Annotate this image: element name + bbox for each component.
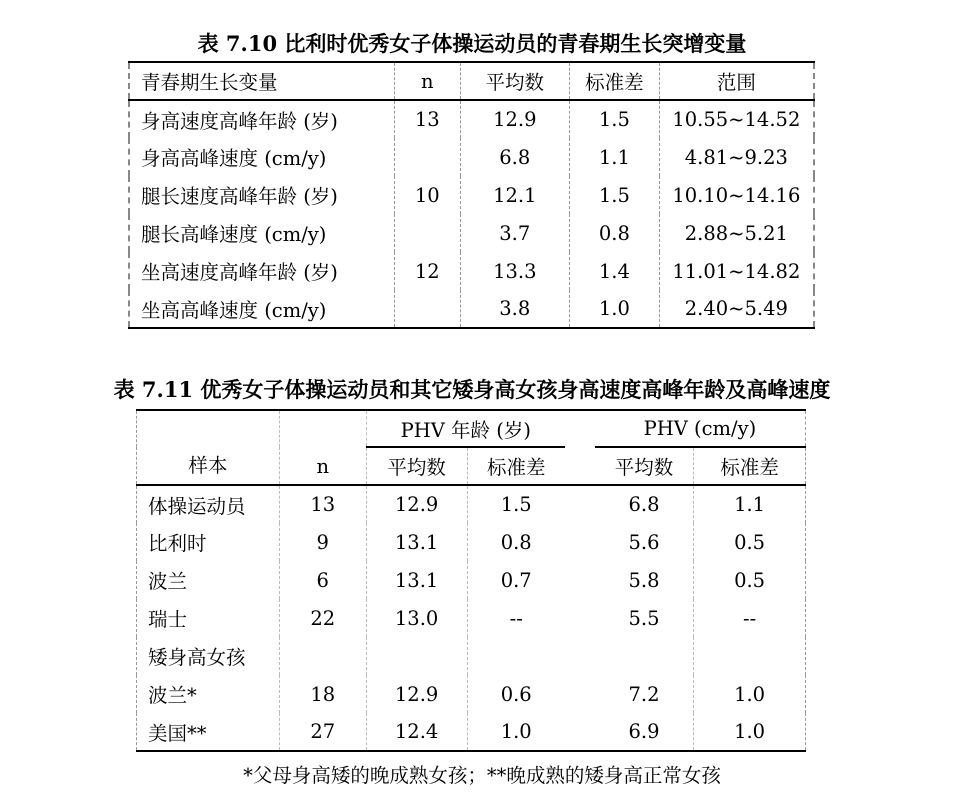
table-row (137, 561, 806, 599)
cell-sample: 体操运动员 (137, 485, 280, 523)
cell-spacer (565, 523, 595, 561)
table-7-11 (136, 409, 806, 752)
cell-age-mean: 12.9 (366, 485, 467, 523)
cell-sample: 瑞士 (137, 599, 280, 637)
cell-n (394, 290, 460, 328)
cell-sample: 波兰* (137, 675, 280, 713)
cell-velocity-sd (694, 637, 806, 675)
header-sample: 样本 (137, 410, 280, 485)
cell-sd: 1.1 (570, 138, 660, 176)
header-phv-age-group: PHV 年龄 (岁) (366, 410, 565, 447)
cell-n: 18 (279, 675, 366, 713)
cell-n (394, 214, 460, 252)
cell-range: 10.55~14.52 (659, 100, 814, 138)
table-7-10 (128, 61, 815, 329)
cell-velocity-sd: 0.5 (694, 523, 806, 561)
cell-velocity-mean: 7.2 (628, 682, 660, 706)
header-spacer (565, 447, 595, 485)
cell-sample: 比利时 (137, 523, 280, 561)
cell-variable: 腿长高峰速度 (cm/y) (129, 214, 394, 252)
cell-age-mean: 13.0 (366, 599, 467, 637)
cell-mean: 12.9 (460, 100, 570, 138)
cell-spacer (565, 485, 595, 523)
cell-spacer (565, 637, 595, 675)
cell-velocity-mean: 5.5 (628, 606, 660, 630)
cell-age-mean: 13.1 (366, 561, 467, 599)
cell-variable: 坐高速度高峰年龄 (岁) (129, 252, 394, 290)
cell-velocity-mean: 5.6 (628, 530, 660, 554)
cell-n: 13 (394, 100, 460, 138)
cell-mean: 13.3 (460, 252, 570, 290)
header-phv-velocity-group: PHV (cm/y) (595, 410, 806, 447)
header-velocity-sd: 标准差 (694, 447, 806, 485)
table-row (129, 176, 814, 214)
table-row (129, 290, 814, 328)
cell-spacer (565, 675, 595, 713)
header-velocity-mean: 平均数 (595, 447, 694, 485)
table-row (137, 523, 806, 561)
header-age-sd: 标准差 (467, 447, 565, 485)
cell-velocity-sd: 0.5 (694, 561, 806, 599)
cell-spacer (565, 713, 595, 751)
table-7-10-title: 表 7.10 比利时优秀女子体操运动员的青春期生长突增变量 (197, 31, 747, 56)
table-7-11-footnote: *父母身高矮的晚成熟女孩；**晚成熟的矮身高正常女孩 (243, 764, 721, 787)
cell-range: 10.10~14.16 (659, 176, 814, 214)
table-row (137, 675, 806, 713)
table-row (137, 637, 806, 675)
cell-velocity-mean: 6.8 (628, 493, 660, 516)
cell-sd: 0.8 (570, 214, 660, 252)
cell-n: 27 (279, 713, 366, 751)
cell-n: 12 (394, 252, 460, 290)
cell-sd: 1.5 (570, 100, 660, 138)
header-n: n (394, 62, 460, 100)
cell-age-sd (467, 637, 565, 675)
cell-mean: 12.1 (460, 176, 570, 214)
header-spacer (565, 410, 595, 447)
cell-age-sd: -- (467, 599, 565, 637)
cell-n: 13 (279, 485, 366, 523)
header-mean: 平均数 (460, 62, 570, 100)
cell-sample: 矮身高女孩 (137, 637, 280, 675)
cell-age-sd: 0.8 (467, 523, 565, 561)
cell-spacer (565, 599, 595, 637)
cell-age-mean (366, 637, 467, 675)
cell-sample: 波兰 (137, 561, 280, 599)
header-sd: 标准差 (570, 62, 660, 100)
table-7-11-title: 表 7.11 优秀女子体操运动员和其它矮身高女孩身高速度高峰年龄及高峰速度 (113, 377, 831, 402)
cell-variable: 坐高高峰速度 (cm/y) (129, 290, 394, 328)
cell-n (279, 637, 366, 675)
table-row (137, 599, 806, 637)
cell-n: 10 (394, 176, 460, 214)
cell-velocity-mean: 6.9 (595, 713, 694, 751)
cell-velocity-sd: 1.0 (694, 713, 806, 751)
cell-range: 2.40~5.49 (659, 290, 814, 328)
cell-age-sd: 1.0 (467, 713, 565, 751)
cell-variable: 身高高峰速度 (cm/y) (129, 138, 394, 176)
cell-velocity-mean: 5.8 (628, 568, 660, 592)
cell-age-sd: 1.5 (467, 485, 565, 523)
cell-age-mean: 12.9 (366, 675, 467, 713)
table-row (129, 252, 814, 290)
table-header-row (137, 410, 806, 447)
cell-age-sd: 0.7 (467, 561, 565, 599)
cell-n: 6 (279, 561, 366, 599)
cell-spacer (565, 561, 595, 599)
cell-n (394, 138, 460, 176)
cell-n: 9 (279, 523, 366, 561)
header-n: n (279, 410, 366, 485)
cell-age-sd: 0.6 (467, 675, 565, 713)
cell-mean: 3.7 (460, 214, 570, 252)
cell-sd: 1.5 (570, 176, 660, 214)
cell-mean: 6.8 (460, 138, 570, 176)
table-row (137, 713, 806, 751)
cell-range: 11.01~14.82 (659, 252, 814, 290)
cell-sd: 1.4 (570, 252, 660, 290)
table-row (129, 214, 814, 252)
header-variable: 青春期生长变量 (129, 62, 394, 100)
cell-velocity-sd: 1.0 (694, 675, 806, 713)
table-row (129, 100, 814, 138)
cell-velocity-mean (595, 637, 694, 675)
cell-sample: 美国** (137, 713, 280, 751)
cell-n: 22 (279, 599, 366, 637)
table-row (137, 485, 806, 523)
cell-velocity-sd: 1.1 (694, 485, 806, 523)
table-header-row (129, 62, 814, 100)
cell-mean: 3.8 (460, 290, 570, 328)
cell-variable: 腿长速度高峰年龄 (岁) (129, 176, 394, 214)
header-range: 范围 (659, 62, 814, 100)
cell-sd: 1.0 (570, 290, 660, 328)
table-row (129, 138, 814, 176)
cell-range: 4.81~9.23 (659, 138, 814, 176)
cell-range: 2.88~5.21 (659, 214, 814, 252)
cell-age-mean: 12.4 (366, 713, 467, 751)
cell-variable: 身高速度高峰年龄 (岁) (129, 100, 394, 138)
header-age-mean: 平均数 (366, 447, 467, 485)
cell-velocity-sd: -- (694, 599, 806, 637)
cell-age-mean: 13.1 (366, 523, 467, 561)
